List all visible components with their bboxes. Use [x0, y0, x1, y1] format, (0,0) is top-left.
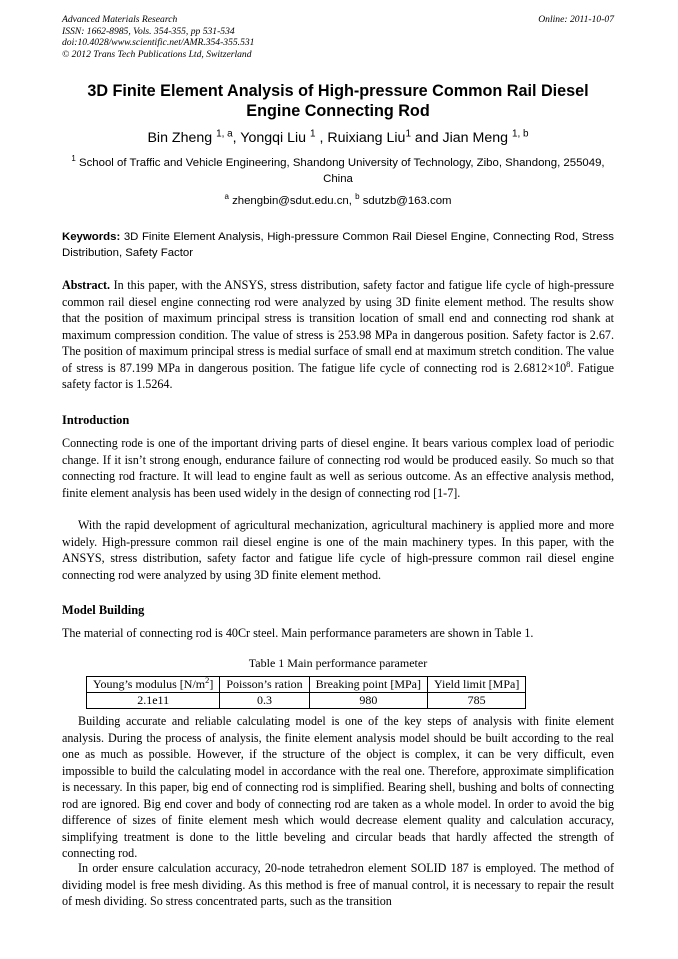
table-cell: 0.3 — [220, 693, 309, 709]
keywords-label: Keywords: — [62, 231, 121, 243]
model-paragraph-2: Building accurate and reliable calculating model is one of the key steps of analysis with finite element analysis. During the process of analysis, the finite element analysis model should be built according to the real one as much as possible. However, if the structure of the object is complex, it can be very difficult, even impossible to build the calculating model in accordance with the real one. Therefore, approximate simplification is necessary. In this paper, big end of connecting rod is simplified. Bearing shell, bushing and bolts of connecting rod are ignored. Big end cover and body of connecting rod are taken as a whole model. In order to avoid the big difference of sizes of finite element mesh which would decrease element quality and calculation accuracy, simplifying treatment is done to the little beveling and circular beads that hardly affected the strength of connecting rod. — [62, 714, 614, 860]
table-header-row — [87, 677, 526, 693]
journal-header — [62, 14, 254, 60]
author: Jian Meng $^{1, b}$ — [442, 128, 529, 146]
author-list — [62, 129, 614, 147]
issn-line: ISSN: 1662-8985, Vols. 354-355, pp 531-534 — [62, 25, 235, 37]
keywords-text: 3D Finite Element Analysis, High-pressure Common Rail Diesel Engine, Connecting Rod, Stress Distribution, Safety Factor — [62, 231, 614, 259]
author: Ruixiang Liu$^1$ and — [327, 128, 443, 146]
email-link[interactable]: zhengbin@sdut.edu.cn — [232, 195, 349, 207]
author: Yongqi Liu $^1$ , — [240, 128, 328, 146]
paper-title: 3D Finite Element Analysis of High-pressure Common Rail Diesel Engine Connecting Rod — [87, 82, 589, 120]
keywords-block — [62, 229, 614, 261]
model-paragraph-1: The material of connecting rod is 40Cr steel. Main performance parameters are shown in Table 1. — [62, 626, 534, 640]
table-cell: 785 — [428, 693, 526, 709]
table-caption: Table 1 Main performance parameter — [248, 656, 428, 670]
author: Bin Zheng $^{1, a}$, — [147, 128, 241, 146]
table-row — [87, 693, 526, 709]
affiliation: $^1$ School of Traffic and Vehicle Engineering, Shandong University of Technology, Zibo, Shandong, 255049, China — [71, 154, 605, 185]
table-header-cell: Young’s modulus $[N/m^2]$ — [87, 677, 220, 693]
table-cell: 980 — [309, 693, 427, 709]
table-header-cell: Yield limit [MPa] — [428, 677, 526, 693]
journal-name: Advanced Materials Research — [62, 14, 178, 25]
performance-table — [86, 676, 526, 709]
section-heading-introduction: Introduction — [62, 413, 130, 427]
email-link[interactable]: sdutzb@163.com — [362, 195, 452, 207]
table-cell: 2.1e11 — [87, 693, 220, 709]
intro-paragraph-2: With the rapid development of agricultural mechanization, agricultural machinery is applied more and more widely. High-pressure common rail diesel engine is one of the main machinery types. In this paper, with the ANSYS, stress distribution, safety factor and fatigue life cycle of high-pressure common rail diesel engine connecting rod were analyzed by using 3D finite element method. — [62, 518, 614, 582]
abstract-block: Abstract. In this paper, with the ANSYS, stress distribution, safety factor and fatigue life cycle of high-pressure common rail diesel engine connecting rod were analyzed by using 3D finite element method. The results show that the position of maximum principal stress is transition location of small end and connecting rod shank at maximum compression condition. The value of stress is 253.98 MPa in dangerous position. Safety factor is 2.67. The position of maximum principal stress is medial surface of small end at maximum stretch condition. The value of stress is 87.199 MPa in dangerous position. The fatigue life cycle of connecting rod is $2.6812\times 10^8$. Fatigue safety factor is 1.5264. — [62, 278, 614, 391]
abstract-label: Abstract. — [62, 278, 111, 292]
model-paragraph-3: In order ensure calculation accuracy, 20-node tetrahedron element SOLID 187 is employed. The method of dividing model is free mesh dividing. As this method is free of manual control, it is necessary to repair the result of mesh dividing. So stress concentrated parts, such as the transition — [62, 861, 614, 908]
table-header-cell: Breaking point [MPa] — [309, 677, 427, 693]
email-line: $^a$ zhengbin@sdut.edu.cn, $^b$ sdutzb@163.com — [224, 192, 452, 207]
copyright-line: © 2012 Trans Tech Publications Ltd, Switzerland — [62, 48, 252, 60]
section-heading-model-building: Model Building — [62, 603, 145, 617]
online-date: Online: 2011-10-07 — [538, 14, 614, 25]
doi-line: doi:10.4028/www.scientific.net/AMR.354-355.531 — [62, 37, 255, 49]
table-header-cell: Poisson’s ration — [220, 677, 309, 693]
intro-paragraph-1: Connecting rode is one of the important driving parts of diesel engine. It bears various complex load of periodic change. If it isn’t strong enough, endurance failure of connecting rod would be produced easily. So much so that connecting rod fracture. It will lead to engine fault as well as serious outcome. As an effective analysis method, finite element analysis has been used widely in the design of connecting rod [1-7]. — [62, 436, 614, 500]
